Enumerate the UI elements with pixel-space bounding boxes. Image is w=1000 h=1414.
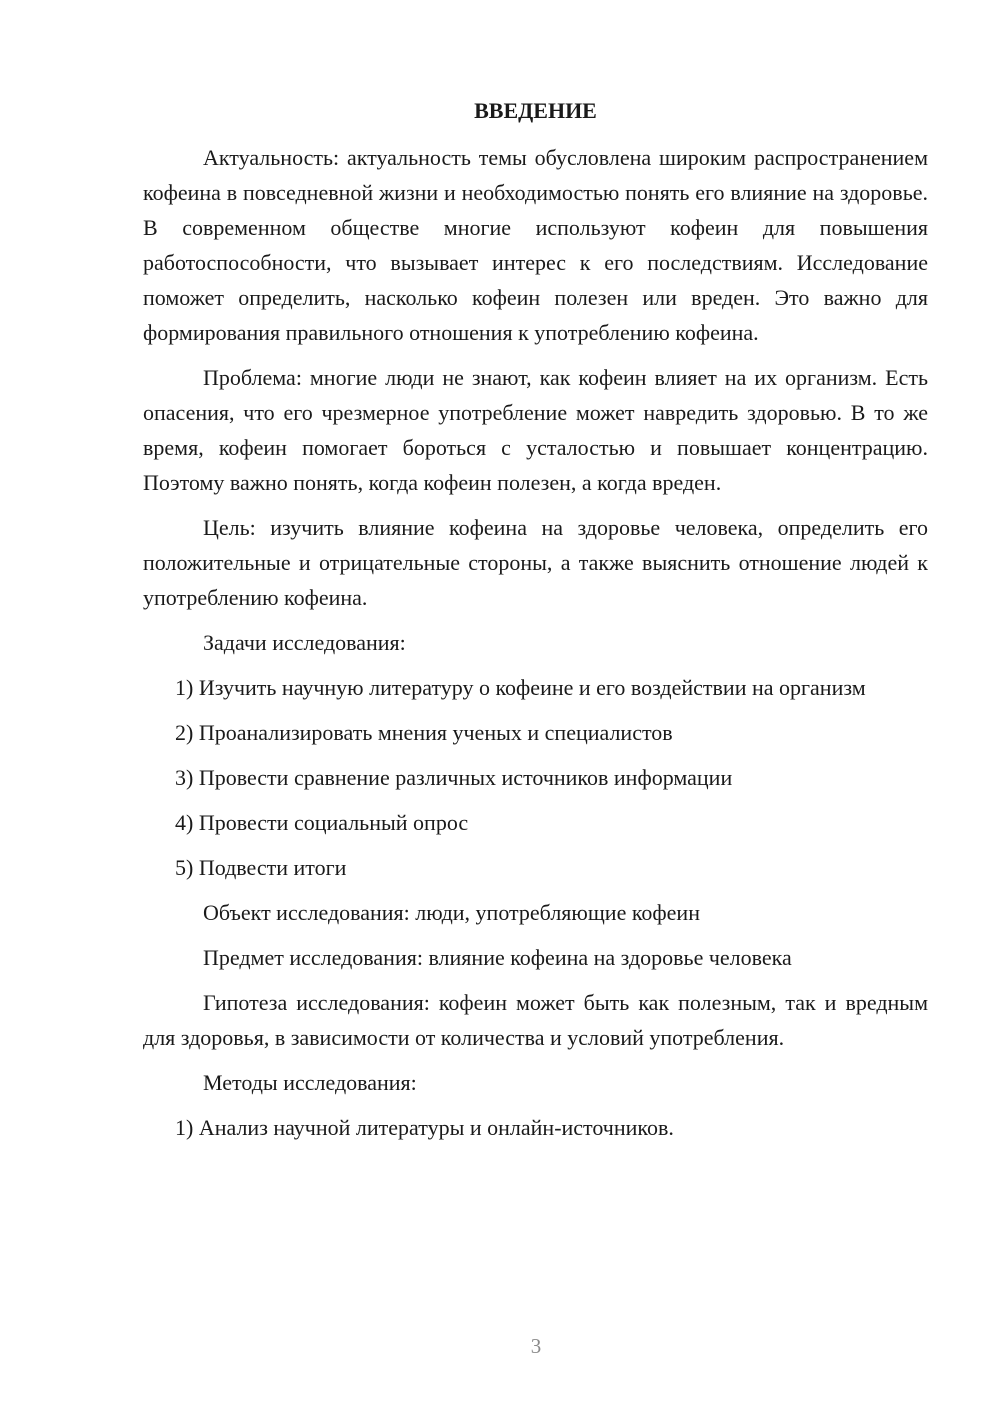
tasks-list [143, 670, 928, 885]
list-item-task-1: 1) Изучить научную литературу о кофеине и его воздействии на организм [175, 675, 866, 700]
paragraph-object: Объект исследования: люди, употребляющие кофеин [203, 900, 700, 925]
methods-heading: Методы исследования: [203, 1070, 417, 1095]
list-item-method-1: 1) Анализ научной литературы и онлайн-источников. [175, 1115, 674, 1140]
list-item-task-2: 2) Проанализировать мнения ученых и специалистов [175, 720, 673, 745]
tasks-heading: Задачи исследования: [203, 630, 406, 655]
page-number: 3 [530, 1334, 542, 1358]
paragraph-problem: Проблема: многие люди не знают, как кофеин влияет на их организм. Есть опасения, что его чрезмерное употребление может навредить здоровью. В то же время, кофеин помогает бороться с усталостью и повышает концентрацию. Поэтому важно понять, когда кофеин полезен, а когда вреден. [143, 365, 928, 495]
paragraph-goal: Цель: изучить влияние кофеина на здоровье человека, определить его положительные и отрицательные стороны, а также выяснить отношение людей к употреблению кофеина. [143, 515, 928, 610]
section-title: ВВЕДЕНИЕ [474, 98, 597, 123]
list-item-task-4: 4) Провести социальный опрос [175, 810, 469, 835]
paragraph-subject: Предмет исследования: влияние кофеина на здоровье человека [203, 945, 792, 970]
paragraph-relevance: Актуальность: актуальность темы обусловлена широким распространением кофеина в повседневной жизни и необходимостью понять его влияние на здоровье. В современном обществе многие используют кофеин для повышения работоспособности, что вызывает интерес к его последствиям. Исследование поможет определить, насколько кофеин полезен или вреден. Это важно для формирования правильного отношения к употреблению кофеина. [143, 145, 928, 345]
paragraph-hypothesis: Гипотеза исследования: кофеин может быть как полезным, так и вредным для здоровья, в зависимости от количества и условий употребления. [143, 990, 928, 1050]
methods-list [143, 1110, 928, 1145]
list-item-task-5: 5) Подвести итоги [175, 855, 347, 880]
list-item-task-3: 3) Провести сравнение различных источников информации [175, 765, 733, 790]
document-body [143, 96, 928, 1155]
